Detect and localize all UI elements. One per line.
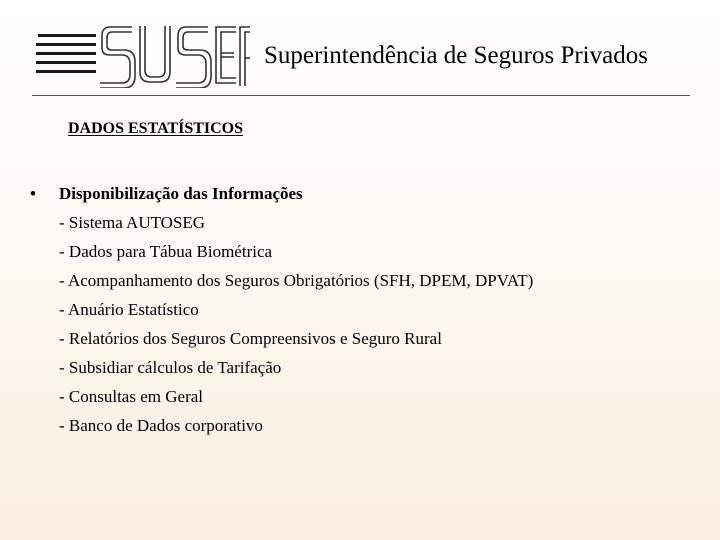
bullet-icon: • — [30, 184, 36, 203]
list-item: - Consultas em Geral — [59, 387, 203, 406]
susep-logo — [36, 22, 252, 88]
organization-title: Superintendência de Seguros Privados — [264, 42, 648, 69]
list-item: - Relatórios dos Seguros Compreensivos e Seguro Rural — [59, 329, 442, 348]
header-divider — [32, 95, 690, 96]
list-item: - Sistema AUTOSEG — [59, 213, 206, 232]
list-item: - Dados para Tábua Biométrica — [59, 242, 273, 261]
sub-item-list — [30, 208, 533, 440]
bullet-list — [30, 179, 533, 440]
list-item: - Anuário Estatístico — [59, 300, 199, 319]
section-title: DADOS ESTATÍSTICOS — [68, 120, 244, 137]
bullet-heading: Disponibilização das Informações — [59, 184, 303, 203]
list-item: - Banco de Dados corporativo — [59, 416, 263, 435]
list-item: - Acompanhamento dos Seguros Obrigatórios (SFH, DPEM, DPVAT) — [59, 271, 534, 290]
list-item: - Subsidiar cálculos de Tarifação — [59, 358, 282, 377]
bullet-heading-row — [30, 179, 533, 208]
